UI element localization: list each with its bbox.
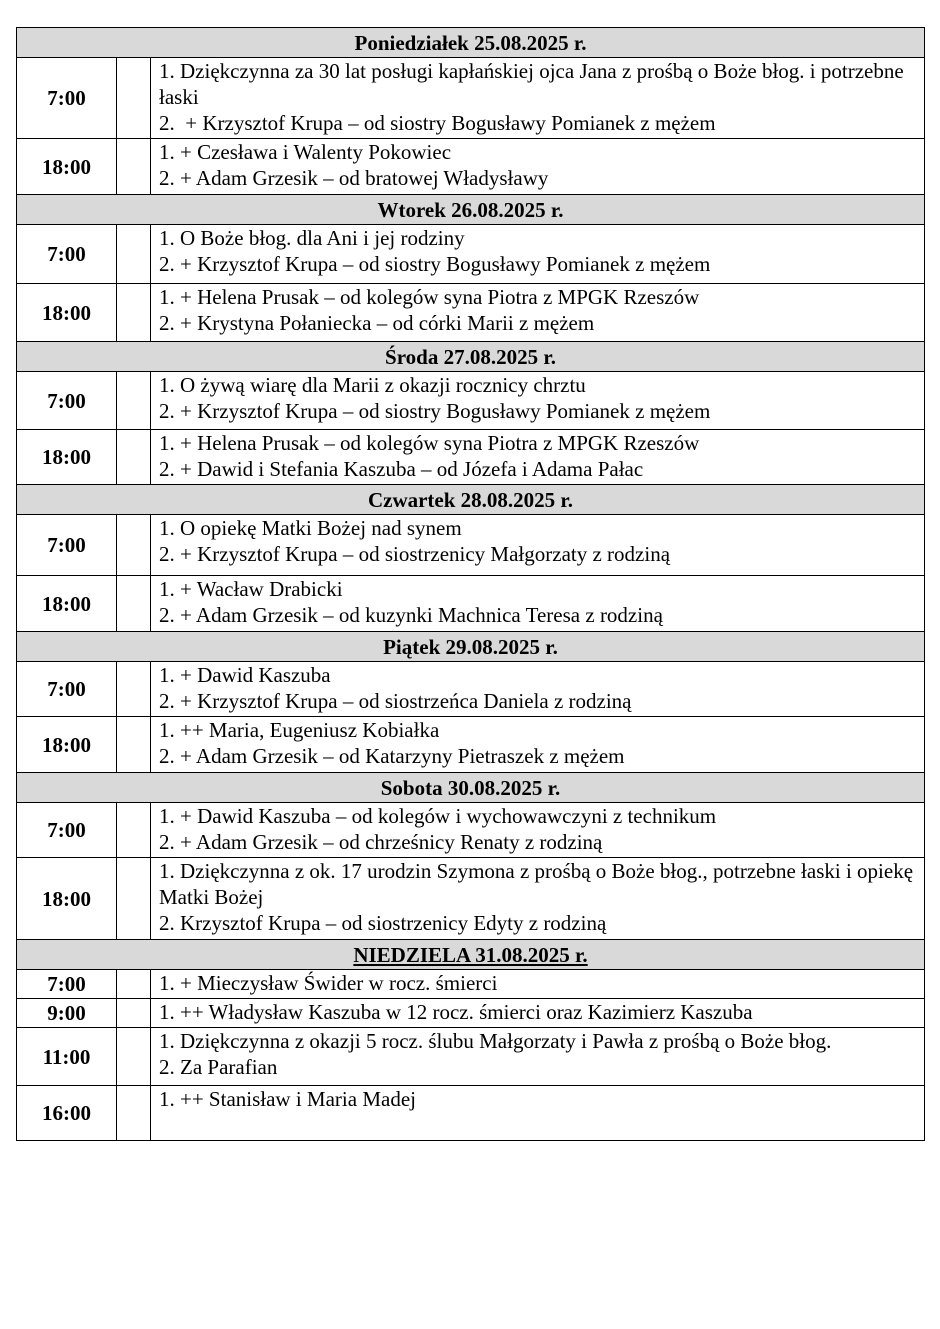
intention-line: 1. + Wacław Drabicki [159, 577, 343, 601]
intention-line: 1. ++ Władysław Kaszuba w 12 rocz. śmierci oraz Kazimierz Kaszuba [159, 1000, 753, 1024]
intention-line: 1. Dziękczynna za 30 lat posługi kapłańskiej ojca Jana z prośbą o Boże błog. i potrzebne łaski [159, 59, 909, 109]
intention-line: 2. + Krzysztof Krupa – od siostry Bogusławy Pomianek z mężem [159, 111, 716, 135]
mass-row [17, 1028, 925, 1086]
empty-cell [117, 58, 151, 139]
intention-line: 1. O opiekę Matki Bożej nad synem [159, 516, 462, 540]
day-header-label: NIEDZIELA 31.08.2025 r. [353, 942, 588, 967]
intention-line: 1. + Mieczysław Świder w rocz. śmierci [159, 971, 498, 995]
mass-row [17, 999, 925, 1028]
mass-intentions [151, 970, 925, 999]
mass-intentions [151, 576, 925, 632]
mass-time: 18:00 [17, 858, 117, 940]
mass-intentions [151, 717, 925, 773]
day-header-row [17, 28, 925, 58]
empty-cell [117, 803, 151, 858]
day-header [17, 28, 925, 58]
intention-line: 1. + Helena Prusak – od kolegów syna Piotra z MPGK Rzeszów [159, 431, 700, 455]
mass-time: 18:00 [17, 139, 117, 195]
mass-intentions [151, 139, 925, 195]
day-header-label: Środa 27.08.2025 r. [385, 344, 556, 369]
day-header-label: Wtorek 26.08.2025 r. [377, 197, 564, 222]
mass-intentions [151, 858, 925, 940]
mass-intentions [151, 999, 925, 1028]
intention-line: 1. + Dawid Kaszuba [159, 663, 331, 687]
day-header-label: Czwartek 28.08.2025 r. [367, 487, 574, 512]
day-header-label: Poniedziałek 25.08.2025 r. [354, 30, 587, 55]
empty-cell [117, 1028, 151, 1086]
mass-time: 7:00 [17, 58, 117, 139]
empty-cell [117, 225, 151, 284]
mass-intentions [151, 430, 925, 485]
mass-time: 9:00 [17, 999, 117, 1028]
empty-cell [117, 717, 151, 773]
mass-row [17, 515, 925, 576]
mass-row [17, 1086, 925, 1141]
mass-intentions [151, 1086, 925, 1141]
day-header [17, 195, 925, 225]
intention-line: 2. Za Parafian [159, 1055, 278, 1079]
day-header-label: Piątek 29.08.2025 r. [383, 634, 558, 659]
empty-cell [117, 139, 151, 195]
mass-row [17, 970, 925, 999]
mass-time: 11:00 [17, 1028, 117, 1086]
day-header-row [17, 342, 925, 372]
mass-row [17, 430, 925, 485]
day-header [17, 485, 925, 515]
day-header [17, 940, 925, 970]
mass-time: 18:00 [17, 576, 117, 632]
mass-row [17, 284, 925, 342]
intention-line: 2. + Krzysztof Krupa – od siostrzeńca Daniela z rodziną [159, 689, 632, 713]
intention-line: 2. + Adam Grzesik – od Katarzyny Pietraszek z mężem [159, 744, 625, 768]
day-header [17, 632, 925, 662]
mass-row [17, 576, 925, 632]
mass-time: 7:00 [17, 662, 117, 717]
intention-line: 2. + Krzysztof Krupa – od siostry Bogusławy Pomianek z mężem [159, 399, 711, 423]
empty-cell [117, 999, 151, 1028]
empty-cell [117, 284, 151, 342]
mass-intentions [151, 284, 925, 342]
mass-time: 18:00 [17, 284, 117, 342]
mass-intentions [151, 515, 925, 576]
intention-line: 2. + Adam Grzesik – od kuzynki Machnica Teresa z rodziną [159, 603, 663, 627]
mass-intentions [151, 662, 925, 717]
mass-row [17, 858, 925, 940]
empty-cell [117, 576, 151, 632]
day-header-row [17, 485, 925, 515]
empty-cell [117, 430, 151, 485]
mass-time: 7:00 [17, 372, 117, 430]
day-header-row [17, 940, 925, 970]
empty-cell [117, 1086, 151, 1141]
intention-line: 1. Dziękczynna z ok. 17 urodzin Szymona z prośbą o Boże błog., potrzebne łaski i opiekę Matki Bożej [159, 859, 919, 909]
intention-line: 2. + Krystyna Połaniecka – od córki Marii z mężem [159, 311, 595, 335]
empty-cell [117, 858, 151, 940]
intention-line: 1. ++ Stanisław i Maria Madej [159, 1087, 416, 1111]
mass-intentions [151, 58, 925, 139]
intention-line: 2. + Dawid i Stefania Kaszuba – od Józefa i Adama Pałac [159, 457, 644, 481]
mass-row [17, 717, 925, 773]
mass-time: 7:00 [17, 225, 117, 284]
mass-intentions [151, 803, 925, 858]
mass-row [17, 58, 925, 139]
intention-line: 1. ++ Maria, Eugeniusz Kobiałka [159, 718, 440, 742]
intention-line: 1. O żywą wiarę dla Marii z okazji rocznicy chrztu [159, 373, 586, 397]
day-header [17, 773, 925, 803]
mass-row [17, 139, 925, 195]
intention-line: 1. + Helena Prusak – od kolegów syna Piotra z MPGK Rzeszów [159, 285, 700, 309]
mass-row [17, 803, 925, 858]
mass-intentions [151, 372, 925, 430]
mass-time: 7:00 [17, 803, 117, 858]
intention-line: 1. O Boże błog. dla Ani i jej rodziny [159, 226, 465, 250]
day-header [17, 342, 925, 372]
mass-intentions [151, 225, 925, 284]
intention-line: 2. Krzysztof Krupa – od siostrzenicy Edyty z rodziną [159, 911, 607, 935]
mass-intentions [151, 1028, 925, 1086]
empty-cell [117, 515, 151, 576]
intention-line: 2. + Krzysztof Krupa – od siostrzenicy Małgorzaty z rodziną [159, 542, 671, 566]
mass-time: 7:00 [17, 515, 117, 576]
mass-row [17, 372, 925, 430]
day-header-row [17, 632, 925, 662]
day-header-label: Sobota 30.08.2025 r. [380, 775, 561, 800]
intention-line: 2. + Adam Grzesik – od chrześnicy Renaty z rodziną [159, 830, 603, 854]
intention-line: 2. + Krzysztof Krupa – od siostry Bogusławy Pomianek z mężem [159, 252, 711, 276]
empty-cell [117, 372, 151, 430]
mass-time: 18:00 [17, 430, 117, 485]
intention-line: 1. + Dawid Kaszuba – od kolegów i wychowawczyni z technikum [159, 804, 717, 828]
mass-time: 18:00 [17, 717, 117, 773]
day-header-row [17, 195, 925, 225]
mass-row [17, 662, 925, 717]
mass-row [17, 225, 925, 284]
empty-cell [117, 662, 151, 717]
mass-time: 16:00 [17, 1086, 117, 1141]
intention-line: 1. + Czesława i Walenty Pokowiec [159, 140, 452, 164]
mass-time: 7:00 [17, 970, 117, 999]
day-header-row [17, 773, 925, 803]
intention-line: 1. Dziękczynna z okazji 5 rocz. ślubu Małgorzaty i Pawła z prośbą o Boże błog. [159, 1029, 832, 1053]
mass-intentions-table [16, 27, 925, 1141]
intention-line: 2. + Adam Grzesik – od bratowej Władysławy [159, 166, 549, 190]
empty-cell [117, 970, 151, 999]
